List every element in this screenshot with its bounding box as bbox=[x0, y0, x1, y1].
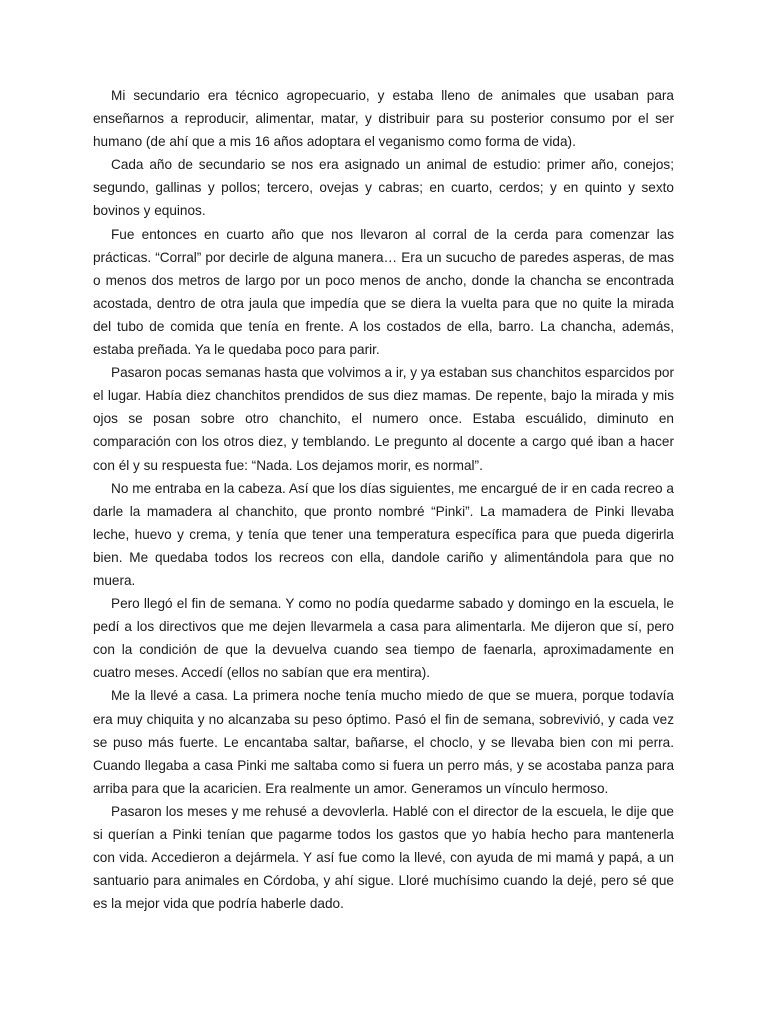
document-body bbox=[93, 84, 674, 915]
paragraph-5: No me entraba en la cabeza. Así que los días siguientes, me encargué de ir en cada recreo a darle la mamadera al chanchito, que pronto nombré “Pinki”. La mamadera de Pinki llevaba leche, huevo y crema, y tenía que tener una temperatura específica para que pueda digerirla bien. Me quedaba todos los recreos con ella, dandole cariño y alimentándola para que no muera. bbox=[93, 480, 674, 588]
paragraph-8: Pasaron los meses y me rehusé a devovlerla. Hablé con el director de la escuela, le dije que si querían a Pinki tenían que pagarme todos los gastos que yo había hecho para mantenerla con vida. Accedieron a dejármela. Y así fue como la llevé, con ayuda de mi mamá y papá, a un santuario para animales en Córdoba, y ahí sigue. Lloré muchísimo cuando la dejé, pero sé que es la mejor vida que podría haberle dado. bbox=[93, 803, 674, 912]
paragraph-6: Pero llegó el fin de semana. Y como no podía quedarme sabado y domingo en la escuela, le pedí a los directivos que me dejen llevarmela a casa para alimentarla. Me dijeron que sí, pero con la condición de que la devuelva cuando sea tiempo de faenarla, aproximadamente en cuatro meses. Accedí (ellos no sabían que era mentira). bbox=[93, 596, 674, 681]
paragraph-3: Fue entonces en cuarto año que nos llevaron al corral de la cerda para comenzar las prácticas. “Corral” por decirle de alguna manera… Era un sucucho de paredes asperas, de mas o menos dos metros de largo por un poco menos de ancho, donde la chancha se encontrada acostada, dentro de otra jaula que impedía que se diera la vuelta para que no quite la mirada del tubo de comida que tenía en frente. A los costados de ella, barro. La chancha, además, estaba preñada. Ya le quedaba poco para parir. bbox=[93, 226, 674, 358]
paragraph-1: Mi secundario era técnico agropecuario, y estaba lleno de animales que usaban para enseñarnos a reproducir, alimentar, matar, y distribuir para su posterior consumo por el ser humano (de ahí que a mis 16 años adoptara el veganismo como forma de vida). bbox=[93, 88, 674, 150]
paragraph-2: Cada año de secundario se nos era asignado un animal de estudio: primer año, conejos; segundo, gallinas y pollos; tercero, ovejas y cabras; en cuarto, cerdos; y en quinto y sexto bovinos y equinos. bbox=[93, 157, 674, 219]
paragraph-7: Me la llevé a casa. La primera noche tenía mucho miedo de que se muera, porque todavía era muy chiquita y no alcanzaba su peso óptimo. Pasó el fin de semana, sobrevivió, y cada vez se puso más fuerte. Le encantaba saltar, bañarse, el choclo, y se llevaba bien con mi perra. Cuando llegaba a casa Pinki me saltaba como si fuera un perro más, y se acostaba panza para arriba para que la acaricien. Era realmente un amor. Generamos un vínculo hermoso. bbox=[93, 688, 674, 796]
paragraph-4: Pasaron pocas semanas hasta que volvimos a ir, y ya estaban sus chanchitos esparcidos por el lugar. Había diez chanchitos prendidos de sus diez mamas. De repente, bajo la mirada y mis ojos se posan sobre otro chanchito, el numero once. Estaba escuálido, diminuto en comparación con los otros diez, y temblando. Le pregunto al docente a cargo qué iban a hacer con él y su respuesta fue: “Nada. Los dejamos morir, es normal”. bbox=[93, 365, 674, 473]
